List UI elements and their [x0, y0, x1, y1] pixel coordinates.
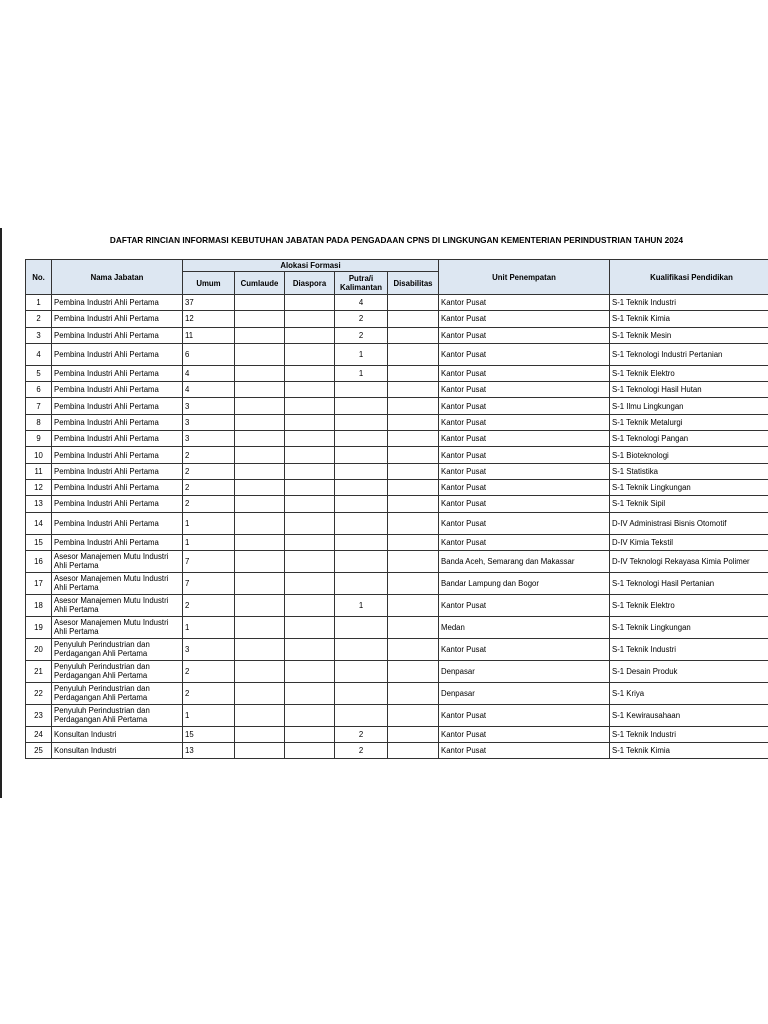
cell-umum: 7	[183, 572, 235, 594]
cell-nama: Konsultan Industri	[52, 726, 183, 742]
cell-nama: Asesor Manajemen Mutu Industri Ahli Pertama	[52, 550, 183, 572]
table-row	[26, 463, 768, 479]
cell-cumlaude	[235, 682, 285, 704]
cell-diaspora	[285, 414, 335, 430]
cell-unit: Kantor Pusat	[439, 726, 610, 742]
cell-kualifikasi: S-1 Teknik Metalurgi	[610, 414, 768, 430]
cell-cumlaude	[235, 550, 285, 572]
cell-kualifikasi: S-1 Teknik Lingkungan	[610, 479, 768, 495]
cell-umum: 1	[183, 534, 235, 550]
cell-kualifikasi: S-1 Ilmu Lingkungan	[610, 398, 768, 414]
page-edge-line	[0, 228, 2, 798]
table-row	[26, 743, 768, 759]
cell-no: 12	[26, 479, 52, 495]
cell-umum: 1	[183, 512, 235, 534]
cell-no: 20	[26, 638, 52, 660]
cell-umum: 4	[183, 382, 235, 398]
cell-putra	[335, 496, 388, 512]
table-row	[26, 398, 768, 414]
cell-cumlaude	[235, 365, 285, 381]
cell-umum: 3	[183, 398, 235, 414]
cell-kualifikasi: S-1 Teknik Industri	[610, 295, 768, 311]
cell-cumlaude	[235, 660, 285, 682]
cell-disabilitas	[388, 343, 439, 365]
cell-cumlaude	[235, 479, 285, 495]
cell-disabilitas	[388, 726, 439, 742]
cell-cumlaude	[235, 496, 285, 512]
cell-kualifikasi: S-1 Statistika	[610, 463, 768, 479]
cell-umum: 2	[183, 479, 235, 495]
cell-disabilitas	[388, 382, 439, 398]
cell-unit: Kantor Pusat	[439, 382, 610, 398]
cell-kualifikasi: S-1 Kewirausahaan	[610, 704, 768, 726]
cell-nama: Pembina Industri Ahli Pertama	[52, 414, 183, 430]
cell-cumlaude	[235, 295, 285, 311]
cell-cumlaude	[235, 594, 285, 616]
header-row-top	[26, 260, 768, 272]
cell-nama: Pembina Industri Ahli Pertama	[52, 447, 183, 463]
cell-diaspora	[285, 660, 335, 682]
cell-unit: Kantor Pusat	[439, 463, 610, 479]
cell-no: 10	[26, 447, 52, 463]
cell-nama: Pembina Industri Ahli Pertama	[52, 479, 183, 495]
cell-disabilitas	[388, 447, 439, 463]
cell-no: 23	[26, 704, 52, 726]
cell-cumlaude	[235, 704, 285, 726]
cell-diaspora	[285, 550, 335, 572]
table-row	[26, 327, 768, 343]
cell-unit: Banda Aceh, Semarang dan Makassar	[439, 550, 610, 572]
cell-cumlaude	[235, 726, 285, 742]
cell-kualifikasi: S-1 Bioteknologi	[610, 447, 768, 463]
cell-putra	[335, 447, 388, 463]
header-nama-jabatan: Nama Jabatan	[52, 260, 183, 295]
cell-nama: Pembina Industri Ahli Pertama	[52, 512, 183, 534]
cell-diaspora	[285, 594, 335, 616]
cell-putra	[335, 682, 388, 704]
cell-unit: Kantor Pusat	[439, 512, 610, 534]
cell-no: 14	[26, 512, 52, 534]
cell-kualifikasi: S-1 Teknik Elektro	[610, 594, 768, 616]
table-row	[26, 512, 768, 534]
cell-diaspora	[285, 479, 335, 495]
cell-umum: 2	[183, 463, 235, 479]
cell-diaspora	[285, 743, 335, 759]
cell-nama: Penyuluh Perindustrian dan Perdagangan Ahli Pertama	[52, 682, 183, 704]
cell-no: 24	[26, 726, 52, 742]
table-row	[26, 382, 768, 398]
cell-disabilitas	[388, 512, 439, 534]
cell-kualifikasi: S-1 Desain Produk	[610, 660, 768, 682]
cell-cumlaude	[235, 512, 285, 534]
cell-unit: Kantor Pusat	[439, 594, 610, 616]
cell-putra: 2	[335, 327, 388, 343]
cell-cumlaude	[235, 327, 285, 343]
cell-unit: Kantor Pusat	[439, 295, 610, 311]
cell-disabilitas	[388, 327, 439, 343]
cell-putra: 1	[335, 365, 388, 381]
cell-cumlaude	[235, 414, 285, 430]
cell-disabilitas	[388, 534, 439, 550]
cell-nama: Pembina Industri Ahli Pertama	[52, 534, 183, 550]
cell-nama: Asesor Manajemen Mutu Industri Ahli Pertama	[52, 572, 183, 594]
cell-unit: Kantor Pusat	[439, 479, 610, 495]
cell-umum: 2	[183, 682, 235, 704]
cell-diaspora	[285, 496, 335, 512]
cell-unit: Kantor Pusat	[439, 743, 610, 759]
table-row	[26, 660, 768, 682]
cell-cumlaude	[235, 572, 285, 594]
cell-nama: Penyuluh Perindustrian dan Perdagangan Ahli Pertama	[52, 704, 183, 726]
table-row	[26, 550, 768, 572]
cell-putra	[335, 431, 388, 447]
cell-putra: 1	[335, 343, 388, 365]
cell-umum: 3	[183, 638, 235, 660]
cell-disabilitas	[388, 743, 439, 759]
table-body	[26, 295, 768, 759]
table-row	[26, 704, 768, 726]
cell-diaspora	[285, 512, 335, 534]
cell-unit: Kantor Pusat	[439, 431, 610, 447]
header-kualifikasi: Kualifikasi Pendidikan	[610, 260, 768, 295]
cell-diaspora	[285, 447, 335, 463]
cell-nama: Pembina Industri Ahli Pertama	[52, 343, 183, 365]
cell-putra	[335, 704, 388, 726]
cell-umum: 6	[183, 343, 235, 365]
table-row	[26, 638, 768, 660]
cell-kualifikasi: S-1 Kriya	[610, 682, 768, 704]
cell-no: 3	[26, 327, 52, 343]
cell-unit: Kantor Pusat	[439, 447, 610, 463]
cell-disabilitas	[388, 594, 439, 616]
cell-disabilitas	[388, 479, 439, 495]
cell-kualifikasi: S-1 Teknik Kimia	[610, 311, 768, 327]
cell-no: 7	[26, 398, 52, 414]
cell-umum: 11	[183, 327, 235, 343]
cell-unit: Kantor Pusat	[439, 704, 610, 726]
cell-kualifikasi: S-1 Teknik Elektro	[610, 365, 768, 381]
cell-no: 8	[26, 414, 52, 430]
table-row	[26, 682, 768, 704]
cell-kualifikasi: D-IV Kimia Tekstil	[610, 534, 768, 550]
cell-diaspora	[285, 343, 335, 365]
cell-kualifikasi: S-1 Teknik Industri	[610, 638, 768, 660]
table-row	[26, 295, 768, 311]
cell-nama: Pembina Industri Ahli Pertama	[52, 496, 183, 512]
cell-cumlaude	[235, 398, 285, 414]
cell-disabilitas	[388, 616, 439, 638]
cell-nama: Pembina Industri Ahli Pertama	[52, 431, 183, 447]
table-row	[26, 431, 768, 447]
cell-no: 2	[26, 311, 52, 327]
cell-unit: Kantor Pusat	[439, 414, 610, 430]
table-row	[26, 594, 768, 616]
table-row	[26, 496, 768, 512]
cell-no: 1	[26, 295, 52, 311]
cell-putra	[335, 660, 388, 682]
table-row	[26, 479, 768, 495]
cell-nama: Pembina Industri Ahli Pertama	[52, 365, 183, 381]
cell-kualifikasi: S-1 Teknik Kimia	[610, 743, 768, 759]
cell-cumlaude	[235, 463, 285, 479]
cell-putra	[335, 382, 388, 398]
cell-cumlaude	[235, 743, 285, 759]
cell-kualifikasi: S-1 Teknik Mesin	[610, 327, 768, 343]
cell-no: 9	[26, 431, 52, 447]
cell-diaspora	[285, 726, 335, 742]
cell-nama: Pembina Industri Ahli Pertama	[52, 311, 183, 327]
cell-unit: Medan	[439, 616, 610, 638]
cell-unit: Kantor Pusat	[439, 496, 610, 512]
cell-no: 13	[26, 496, 52, 512]
cell-nama: Penyuluh Perindustrian dan Perdagangan Ahli Pertama	[52, 638, 183, 660]
cell-disabilitas	[388, 638, 439, 660]
cell-cumlaude	[235, 534, 285, 550]
cell-umum: 2	[183, 594, 235, 616]
cell-kualifikasi: S-1 Teknik Sipil	[610, 496, 768, 512]
cell-cumlaude	[235, 431, 285, 447]
cell-kualifikasi: D-IV Teknologi Rekayasa Kimia Polimer	[610, 550, 768, 572]
cell-putra	[335, 616, 388, 638]
cell-unit: Bandar Lampung dan Bogor	[439, 572, 610, 594]
table-row	[26, 726, 768, 742]
cell-nama: Konsultan Industri	[52, 743, 183, 759]
cell-kualifikasi: S-1 Teknologi Pangan	[610, 431, 768, 447]
cell-unit: Kantor Pusat	[439, 638, 610, 660]
cell-umum: 3	[183, 414, 235, 430]
cell-disabilitas	[388, 365, 439, 381]
cell-putra	[335, 479, 388, 495]
cell-putra: 4	[335, 295, 388, 311]
cell-disabilitas	[388, 550, 439, 572]
cell-putra	[335, 550, 388, 572]
cell-no: 15	[26, 534, 52, 550]
cell-umum: 4	[183, 365, 235, 381]
cell-diaspora	[285, 382, 335, 398]
cell-umum: 3	[183, 431, 235, 447]
cell-nama: Pembina Industri Ahli Pertama	[52, 463, 183, 479]
cell-diaspora	[285, 463, 335, 479]
cell-umum: 2	[183, 447, 235, 463]
cell-umum: 13	[183, 743, 235, 759]
cell-cumlaude	[235, 638, 285, 660]
table-row	[26, 534, 768, 550]
header-no: No.	[26, 260, 52, 295]
cell-putra	[335, 512, 388, 534]
cell-nama: Pembina Industri Ahli Pertama	[52, 398, 183, 414]
cell-umum: 2	[183, 496, 235, 512]
cell-putra	[335, 414, 388, 430]
cell-disabilitas	[388, 572, 439, 594]
cell-unit: Kantor Pusat	[439, 327, 610, 343]
cell-diaspora	[285, 311, 335, 327]
cell-disabilitas	[388, 398, 439, 414]
cell-cumlaude	[235, 343, 285, 365]
cell-putra	[335, 572, 388, 594]
cell-disabilitas	[388, 414, 439, 430]
cell-putra: 2	[335, 726, 388, 742]
cell-disabilitas	[388, 496, 439, 512]
cell-diaspora	[285, 638, 335, 660]
cell-unit: Kantor Pusat	[439, 343, 610, 365]
cell-no: 19	[26, 616, 52, 638]
cell-disabilitas	[388, 295, 439, 311]
cell-diaspora	[285, 616, 335, 638]
document-title: DAFTAR RINCIAN INFORMASI KEBUTUHAN JABATAN PADA PENGADAAN CPNS DI LINGKUNGAN KEMENTERIAN PERINDUSTRIAN TAHUN 2024	[109, 236, 684, 245]
cell-putra: 2	[335, 311, 388, 327]
cell-umum: 2	[183, 660, 235, 682]
cell-disabilitas	[388, 704, 439, 726]
table-row	[26, 311, 768, 327]
cell-putra	[335, 534, 388, 550]
cell-cumlaude	[235, 447, 285, 463]
cell-no: 16	[26, 550, 52, 572]
cell-no: 17	[26, 572, 52, 594]
cell-unit: Denpasar	[439, 660, 610, 682]
cell-cumlaude	[235, 616, 285, 638]
cell-putra: 1	[335, 594, 388, 616]
cell-umum: 1	[183, 616, 235, 638]
cell-unit: Denpasar	[439, 682, 610, 704]
cell-nama: Pembina Industri Ahli Pertama	[52, 295, 183, 311]
cell-disabilitas	[388, 682, 439, 704]
table-row	[26, 365, 768, 381]
cell-unit: Kantor Pusat	[439, 311, 610, 327]
header-putra-kalimantan: Putra/i Kalimantan	[335, 272, 388, 295]
table-row	[26, 343, 768, 365]
cell-diaspora	[285, 365, 335, 381]
cell-putra	[335, 463, 388, 479]
header-umum: Umum	[183, 272, 235, 295]
formation-table	[25, 259, 768, 759]
header-diaspora: Diaspora	[285, 272, 335, 295]
cell-kualifikasi: S-1 Teknik Industri	[610, 726, 768, 742]
cell-umum: 37	[183, 295, 235, 311]
cell-putra	[335, 398, 388, 414]
cell-disabilitas	[388, 431, 439, 447]
cell-disabilitas	[388, 463, 439, 479]
header-disabilitas: Disabilitas	[388, 272, 439, 295]
cell-nama: Pembina Industri Ahli Pertama	[52, 382, 183, 398]
header-alokasi-formasi: Alokasi Formasi	[183, 260, 439, 272]
cell-umum: 15	[183, 726, 235, 742]
cell-diaspora	[285, 704, 335, 726]
cell-disabilitas	[388, 311, 439, 327]
cell-diaspora	[285, 431, 335, 447]
cell-nama: Pembina Industri Ahli Pertama	[52, 327, 183, 343]
cell-unit: Kantor Pusat	[439, 534, 610, 550]
cell-diaspora	[285, 682, 335, 704]
cell-disabilitas	[388, 660, 439, 682]
cell-diaspora	[285, 534, 335, 550]
cell-no: 5	[26, 365, 52, 381]
table-row	[26, 414, 768, 430]
cell-nama: Asesor Manajemen Mutu Industri Ahli Pertama	[52, 594, 183, 616]
cell-diaspora	[285, 572, 335, 594]
cell-kualifikasi: S-1 Teknologi Hasil Pertanian	[610, 572, 768, 594]
cell-nama: Penyuluh Perindustrian dan Perdagangan Ahli Pertama	[52, 660, 183, 682]
cell-kualifikasi: S-1 Teknologi Hasil Hutan	[610, 382, 768, 398]
table-row	[26, 572, 768, 594]
cell-umum: 7	[183, 550, 235, 572]
cell-diaspora	[285, 327, 335, 343]
cell-umum: 1	[183, 704, 235, 726]
cell-kualifikasi: S-1 Teknik Lingkungan	[610, 616, 768, 638]
cell-unit: Kantor Pusat	[439, 398, 610, 414]
cell-no: 21	[26, 660, 52, 682]
table-row	[26, 616, 768, 638]
cell-no: 6	[26, 382, 52, 398]
cell-putra	[335, 638, 388, 660]
header-cumlaude: Cumlaude	[235, 272, 285, 295]
cell-diaspora	[285, 398, 335, 414]
cell-kualifikasi: S-1 Teknologi Industri Pertanian	[610, 343, 768, 365]
cell-diaspora	[285, 295, 335, 311]
header-unit-penempatan: Unit Penempatan	[439, 260, 610, 295]
cell-nama: Asesor Manajemen Mutu Industri Ahli Pertama	[52, 616, 183, 638]
cell-cumlaude	[235, 382, 285, 398]
cell-no: 25	[26, 743, 52, 759]
cell-putra: 2	[335, 743, 388, 759]
table-row	[26, 447, 768, 463]
cell-umum: 12	[183, 311, 235, 327]
cell-cumlaude	[235, 311, 285, 327]
cell-no: 11	[26, 463, 52, 479]
cell-kualifikasi: D-IV Administrasi Bisnis Otomotif	[610, 512, 768, 534]
cell-no: 18	[26, 594, 52, 616]
cell-no: 22	[26, 682, 52, 704]
cell-unit: Kantor Pusat	[439, 365, 610, 381]
cell-no: 4	[26, 343, 52, 365]
